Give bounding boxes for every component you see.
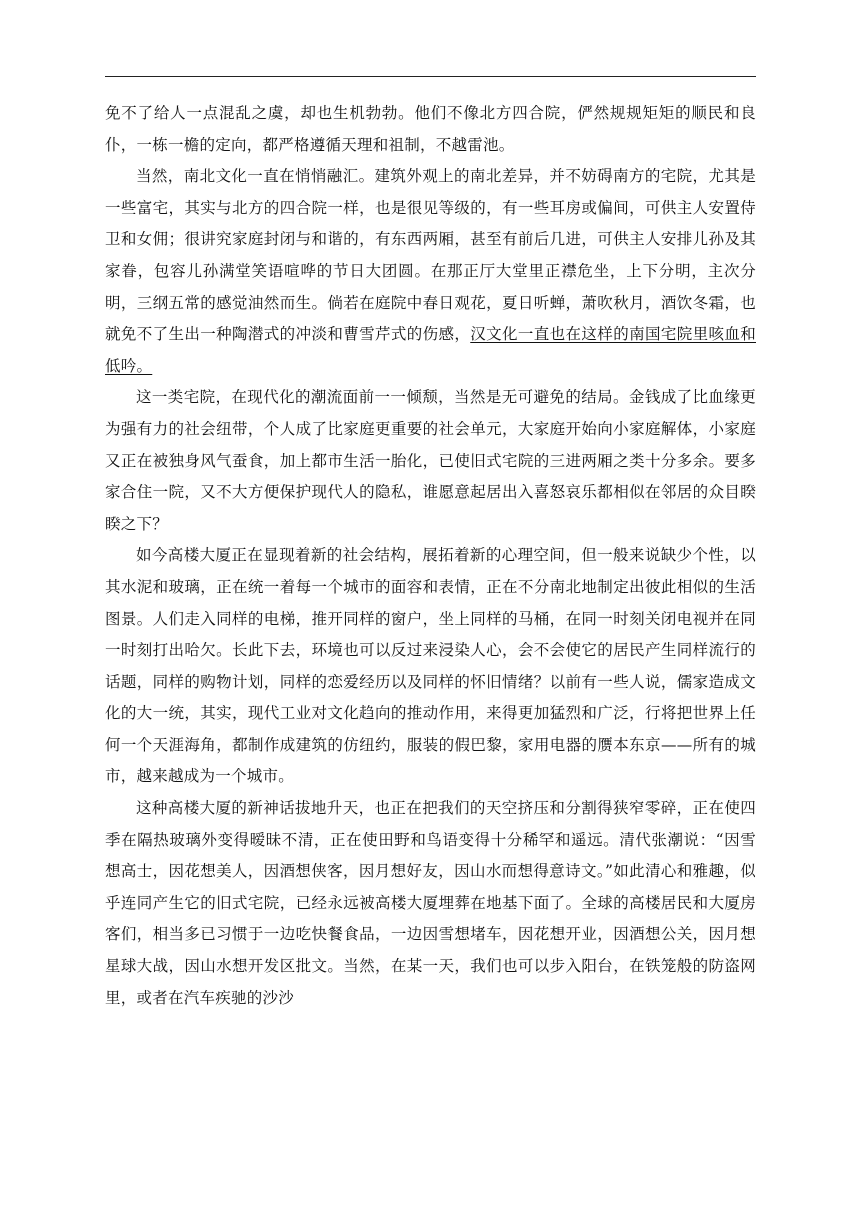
paragraph-2 — [105, 161, 756, 382]
paragraph-5: 这种高楼大厦的新神话拔地升天，也正在把我们的天空挤压和分割得狭窄零碎，正在使四季在隔热玻璃外变得暧昧不清，正在使田野和鸟语变得十分稀罕和遥远。清代张潮说：“因雪想高士，因花想美人，因酒想侠客，因月想好友，因山水而想得意诗文。”如此清心和雅趣，似乎连同产生它的旧式宅院，已经永远被高楼大厦埋葬在地基下面了。全球的高楼居民和大厦房客们，相当多已习惯于一边吃快餐食品，一边因雪想堵车，因花想开业，因酒想公关，因月想星球大战，因山水想开发区批文。当然，在某一天，我们也可以步入阳台，在铁笼般的防盗网里，或者在汽车疾驰的沙沙 — [105, 799, 756, 1007]
paragraph-3: 这一类宅院，在现代化的潮流面前一一倾颓，当然是无可避免的结局。金钱成了比血缘更为强有力的社会纽带，个人成了比家庭更重要的社会单元，大家庭开始向小家庭解体，小家庭又正在被独身风气蚕食，加上都市生活一胎化，已使旧式宅院的三进两厢之类十分多余。要多家合住一院，又不大方便保护现代人的隐私，谁愿意起居出入喜怒哀乐都相似在邻居的众目睽睽之下？ — [105, 388, 756, 533]
paragraph-1: 免不了给人一点混乱之虞，却也生机勃勃。他们不像北方四合院，俨然规规矩矩的顺民和良仆，一栋一檐的定向，都严格遵循天理和祖制，不越雷池。 — [105, 104, 756, 154]
paragraph-4: 如今高楼大厦正在显现着新的社会结构，展拓着新的心理空间，但一般来说缺少个性，以其水泥和玻璃，正在统一着每一个城市的面容和表情，正在不分南北地制定出彼此相似的生活图景。人们走入同样的电梯，推开同样的窗户，坐上同样的马桶，在同一时刻关闭电视并在同一时刻打出哈欠。长此下去，环境也可以反过来浸染人心，会不会使它的居民产生同样流行的话题，同样的购物计划，同样的恋爱经历以及同样的怀旧情绪？以前有一些人说，儒家造成文化的大一统，其实，现代工业对文化趋向的推动作用，来得更加猛烈和广泛，行将把世界上任何一个天涯海角，都制作成建筑的仿纽约，服装的假巴黎，家用电器的赝本东京——所有的城市，越来越成为一个城市。 — [105, 546, 756, 786]
document-body — [105, 98, 756, 1014]
underlined-sentence: 汉文化一直也在这样的南国宅院里咳血和低吟。 — [105, 325, 756, 375]
paragraph-2-text: 当然，南北文化一直在悄悄融汇。建筑外观上的南北差异，并不妨碍南方的宅院，尤其是一些富宅，其实与北方的四合院一样，也是很见等级的，有一些耳房或偏间，可供主人安置侍卫和女佣；很讲究家庭封闭与和谐的，有东西两厢，甚至有前后几进，可供主人安排儿孙及其家眷，包容儿孙满堂笑语喧哗的节日大团圆。在那正厅大堂里正襟危坐，上下分明，主次分明，三纲五常的感觉油然而生。倘若在庭院中春日观花，夏日听蝉，萧吹秋月，酒饮冬霜，也就免不了生出一种陶潜式的冲淡和曹雪芹式的伤感， — [105, 167, 756, 344]
header-rule — [105, 76, 756, 77]
